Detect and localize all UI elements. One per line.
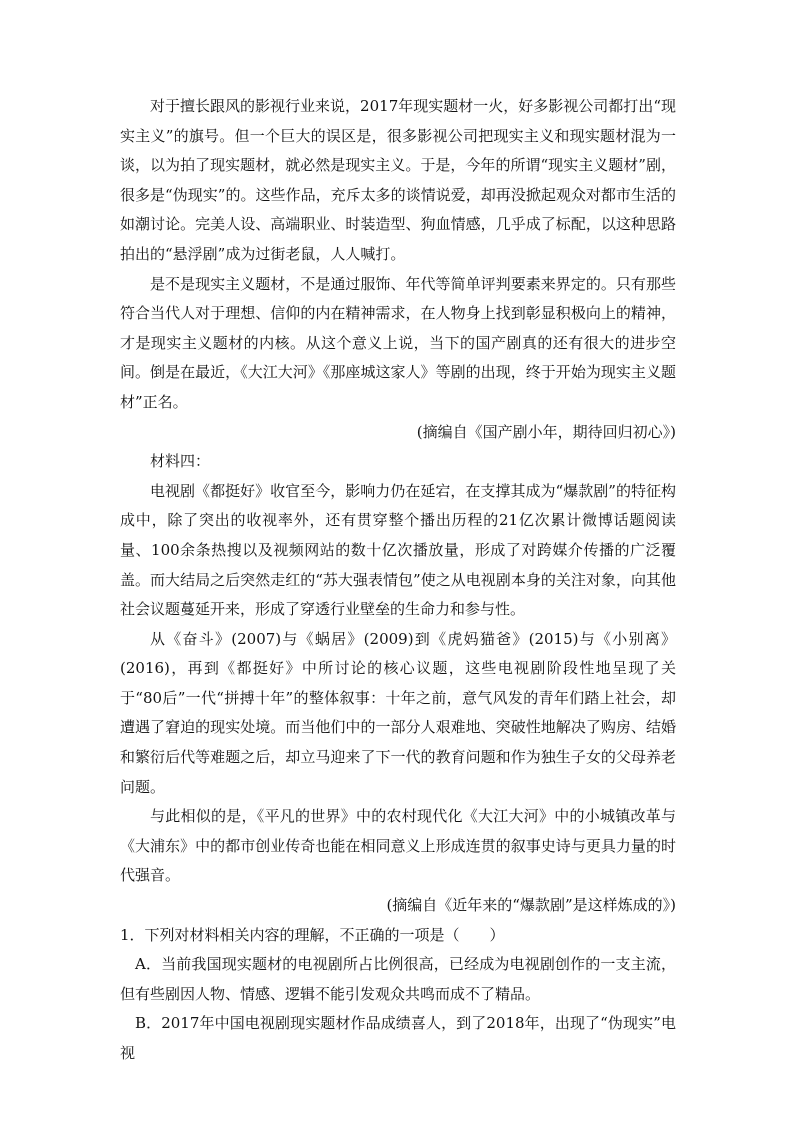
- question-1-stem: 1．下列对材料相关内容的理解，不正确的一项是（ ）: [120, 925, 505, 944]
- paragraph-pseudo-realism: 对于擅长跟风的影视行业来说，2017年现实题材一火，好多影视公司都打出“现实主义”的旗号。但一个巨大的误区是，很多影视公司把现实主义和现实题材混为一谈，以为拍了现实题材，就必然是现实主义。于是，今年的所谓“现实主义题材”剧，很多是“伪现实”的。这些作品，充斥太多的谈情说爱，却再没掀起观众对都市生活的如潮讨论。完美人设、高端职业、时装造型、狗血情感，几乎成了标配，以这种思路拍出的“悬浮剧”成为过街老鼠，人人喊打。: [120, 97, 676, 263]
- material-four-label: 材料四：: [150, 452, 211, 471]
- document-page: [120, 92, 676, 1069]
- question-1-option-a: A．当前我国现实题材的电视剧所占比例很高，已经成为电视剧创作的一支主流，但有些剧因人物、情感、逻辑不能引发观众共鸣而成不了精品。: [120, 955, 676, 1003]
- paragraph-post-80s-narrative: 从《奋斗》(2007)与《蜗居》(2009)到《虎妈猫爸》(2015)与《小别离》(2016)，再到《都挺好》中所讨论的核心议题，这些电视剧阶段性地呈现了关于“80后”一代“拼搏十年”的整体叙事：十年之前，意气风发的青年们踏上社会，却遭遇了窘迫的现实处境。而当他们中的一部分人艰难地、突破性地解决了购房、结婚和繁衍后代等难题之后，却立马迎来了下一代的教育问题和作为独生子女的父母养老问题。: [120, 629, 676, 796]
- paragraph-similar-epics: 与此相似的是，《平凡的世界》中的农村现代化《大江大河》中的小城镇改革与《大浦东》中的都市创业传奇也能在相同意义上形成连贯的叙事史诗与更具力量的时代强音。: [120, 807, 676, 885]
- question-1-option-b: B．2017年中国电视剧现实题材作品成绩喜人，到了2018年，出现了“伪现实”电视: [120, 1014, 676, 1062]
- source-citation-1: (摘编自《国产剧小年，期待回归初心》): [416, 422, 676, 441]
- paragraph-realism-definition: 是不是现实主义题材，不是通过服饰、年代等简单评判要素来界定的。只有那些符合当代人对于理想、信仰的内在精神需求，在人物身上找到彰显积极向上的精神，才是现实主义题材的内核。从这个意义上说，当下的国产剧真的还有很大的进步空间。倒是在最近，《大江大河》《那座城这家人》等剧的出现，终于开始为现实主义题材”正名。: [120, 274, 676, 411]
- source-citation-2: (摘编自《近年来的“爆款剧”是这样炼成的》): [386, 896, 676, 915]
- paragraph-dou-ting-hao: 电视剧《都挺好》收官至今，影响力仍在延宕，在支撑其成为“爆款剧”的特征构成中，除了突出的收视率外，还有贯穿整个播出历程的21亿次累计微博话题阅读量、100余条热搜以及视频网站的数十亿次播放量，形成了对跨媒介传播的广泛覆盖。而大结局之后突然走红的“苏大强表情包”使之从电视剧本身的关注对象，向其他社会议题蔓延开来，形成了穿透行业壁垒的生命力和参与性。: [120, 481, 676, 619]
